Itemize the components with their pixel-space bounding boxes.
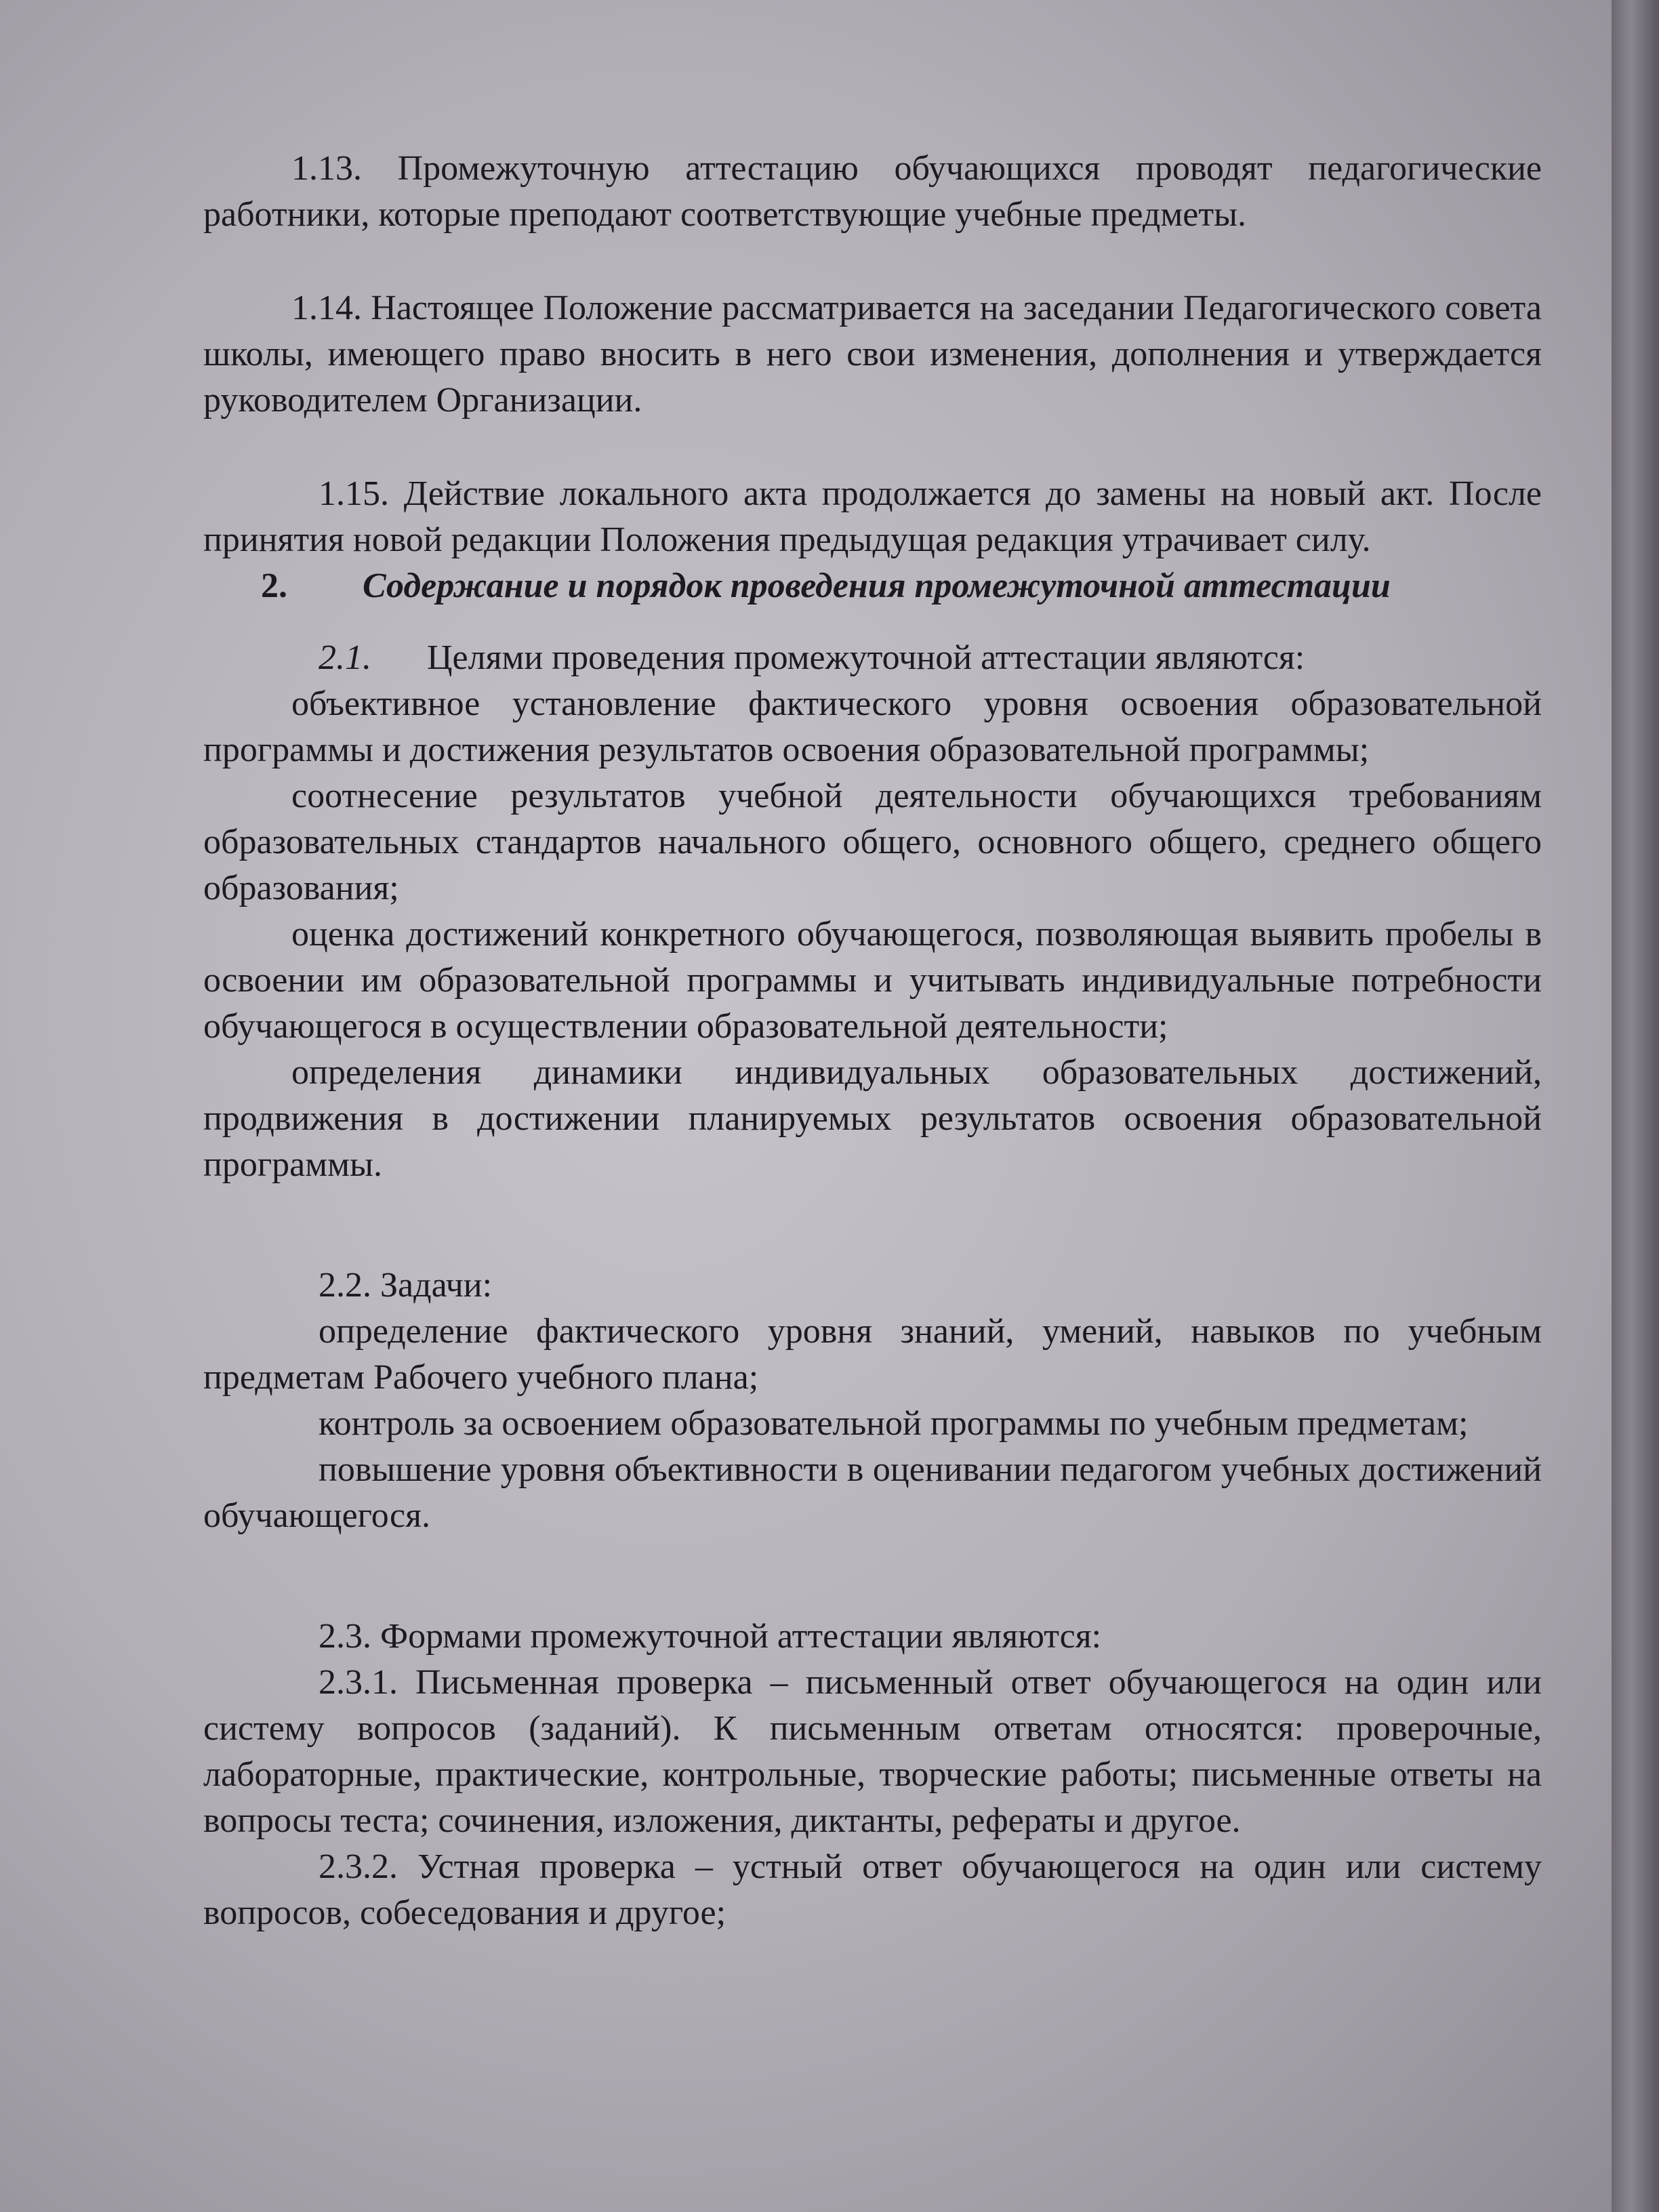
paragraph-2-3: 2.3. Формами промежуточной аттестации являются: <box>319 1617 1102 1656</box>
paragraph-2-1 <box>203 635 1542 681</box>
goal-item: определения динамики индивидуальных образовательных достижений, продвижения в достижении планируемых результатов освоения образовательной программы. <box>203 1053 1542 1184</box>
task-item: контроль за освоением образовательной программы по учебным предметам; <box>319 1404 1469 1443</box>
paragraph-2-3-2: 2.3.2. Устная проверка – устный ответ обучающегося на один или систему вопросов, собеседования и другое; <box>203 1847 1542 1932</box>
goal-item: соотнесение результатов учебной деятельности обучающихся требованиям образовательных стандартов начального общего, основного общего, среднего общего образования; <box>203 777 1542 907</box>
section-2-title: Содержание и порядок проведения промежуточной аттестации <box>363 567 1391 605</box>
task-item: определение фактического уровня знаний, умений, навыков по учебным предметам Рабочего учебного плана; <box>203 1312 1542 1397</box>
paragraph-2-1-text: Целями проведения промежуточной аттестации являются: <box>427 638 1305 677</box>
paragraph-2-3-1: 2.3.1. Письменная проверка – письменный ответ обучающегося на один или систему вопросов (заданий). К письменным ответам относятся: проверочные, лабораторные, практические, контрольные, творческие работы; письменные ответы на вопросы теста; сочинения, изложения, диктанты, рефераты и другое. <box>203 1663 1542 1840</box>
paragraph-1-13: 1.13. Промежуточную аттестацию обучающихся проводят педагогические работники, которые преподают соответствующие учебные предметы. <box>203 149 1542 234</box>
document-text <box>203 146 1542 1936</box>
paragraph-1-15: 1.15. Действие локального акта продолжается до замены на новый акт. После принятия новой редакции Положения предыдущая редакция утрачивает силу. <box>203 474 1542 559</box>
paragraph-1-14: 1.14. Настоящее Положение рассматривается на заседании Педагогического совета школы, имеющего право вносить в него свои изменения, дополнения и утверждается руководителем Организации. <box>203 289 1542 419</box>
section-2-heading <box>203 563 1542 609</box>
section-2-number: 2. <box>261 567 287 605</box>
task-item: повышение уровня объективности в оценивании педагогом учебных достижений обучающегося. <box>203 1450 1542 1535</box>
page-edge <box>1612 0 1659 2212</box>
goal-item: оценка достижений конкретного обучающегося, позволяющая выявить пробелы в освоении им образовательной программы и учитывать индивидуальные потребности обучающегося в осуществлении образовательной деятельности; <box>203 915 1542 1046</box>
paragraph-2-2: 2.2. Задачи: <box>319 1266 493 1305</box>
paragraph-2-1-number: 2.1. <box>319 638 371 677</box>
goal-item: объективное установление фактического уровня освоения образовательной программы и достижения результатов освоения образовательной программы; <box>203 684 1542 769</box>
